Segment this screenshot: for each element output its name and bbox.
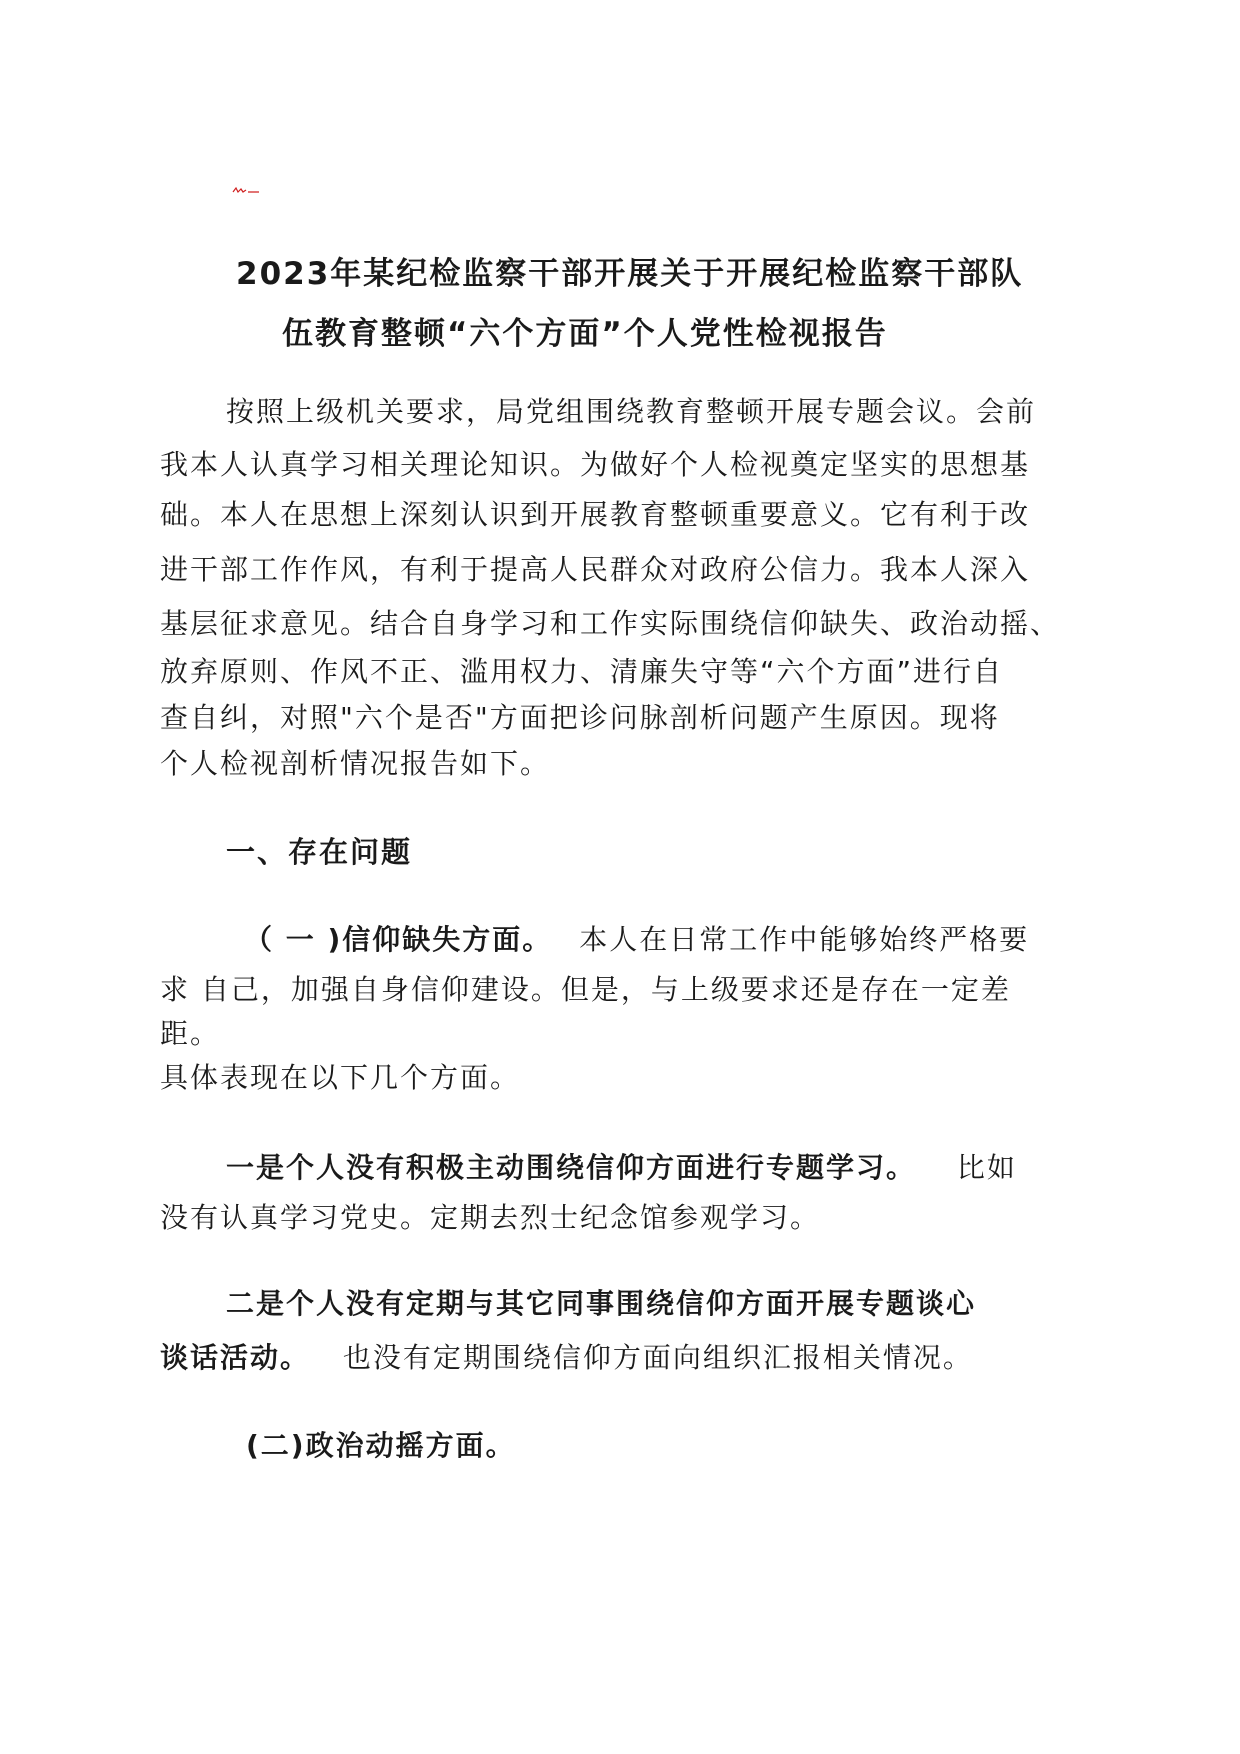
- intro-line: 基层征求意见。结合自身学习和工作实际围绕信仰缺失、政治动摇、: [160, 607, 1061, 640]
- intro-line: 查自纠，对照"六个是否"方面把诊问脉剖析问题产生原因。现将: [160, 701, 1000, 734]
- point-1-line1: [226, 1146, 1017, 1186]
- subsection-1-text: 本人在日常工作中能够始终严格要: [579, 923, 1030, 956]
- subsection-1-label: （ 一 )信仰缺失方面。: [244, 923, 553, 956]
- point-2-text: 也没有定期围绕信仰方面向组织汇报相关情况。: [342, 1341, 973, 1374]
- point-2-bold-line1: 二是个人没有定期与其它同事围绕信仰方面开展专题谈心: [226, 1287, 977, 1320]
- subsection-1-line1: [244, 918, 1029, 958]
- red-scribble-mark: [232, 186, 260, 194]
- point-1-line2: 没有认真学习党史。定期去烈士纪念馆参观学习。: [160, 1201, 821, 1234]
- subsection-2-label: (二)政治动摇方面。: [246, 1429, 516, 1462]
- subsection-1-line2: 求 自己，加强自身信仰建设。但是，与上级要求还是存在一定差: [160, 973, 1011, 1006]
- intro-line: 础。本人在思想上深刻认识到开展教育整顿重要意义。它有利于改: [160, 498, 1031, 531]
- subsection-1-line4: 具体表现在以下几个方面。: [160, 1061, 521, 1094]
- section-heading: 一、存在问题: [226, 835, 413, 869]
- document-title-line2: 伍教育整顿“六个方面”个人党性检视报告: [282, 316, 888, 352]
- point-1-text: 比如: [956, 1151, 1017, 1184]
- subsection-1-line3: 距。: [160, 1017, 221, 1050]
- intro-line: 按照上级机关要求，局党组围绕教育整顿开展专题会议。会前: [226, 395, 1037, 428]
- point-2-line2: [160, 1336, 973, 1376]
- intro-line: 我本人认真学习相关理论知识。为做好个人检视奠定坚实的思想基: [160, 448, 1031, 481]
- intro-line: 进干部工作作风，有利于提高人民群众对政府公信力。我本人深入: [160, 553, 1031, 586]
- document-title-line1: 2023年某纪检监察干部开展关于开展纪检监察干部队: [236, 256, 1024, 292]
- point-1-bold: 一是个人没有积极主动围绕信仰方面进行专题学习。: [226, 1151, 917, 1184]
- intro-line: 个人检视剖析情况报告如下。: [160, 747, 551, 780]
- point-2-bold-line2: 谈话活动。: [160, 1341, 311, 1374]
- intro-line: 放弃原则、作风不正、滥用权力、清廉失守等“六个方面”进行自: [160, 655, 1004, 688]
